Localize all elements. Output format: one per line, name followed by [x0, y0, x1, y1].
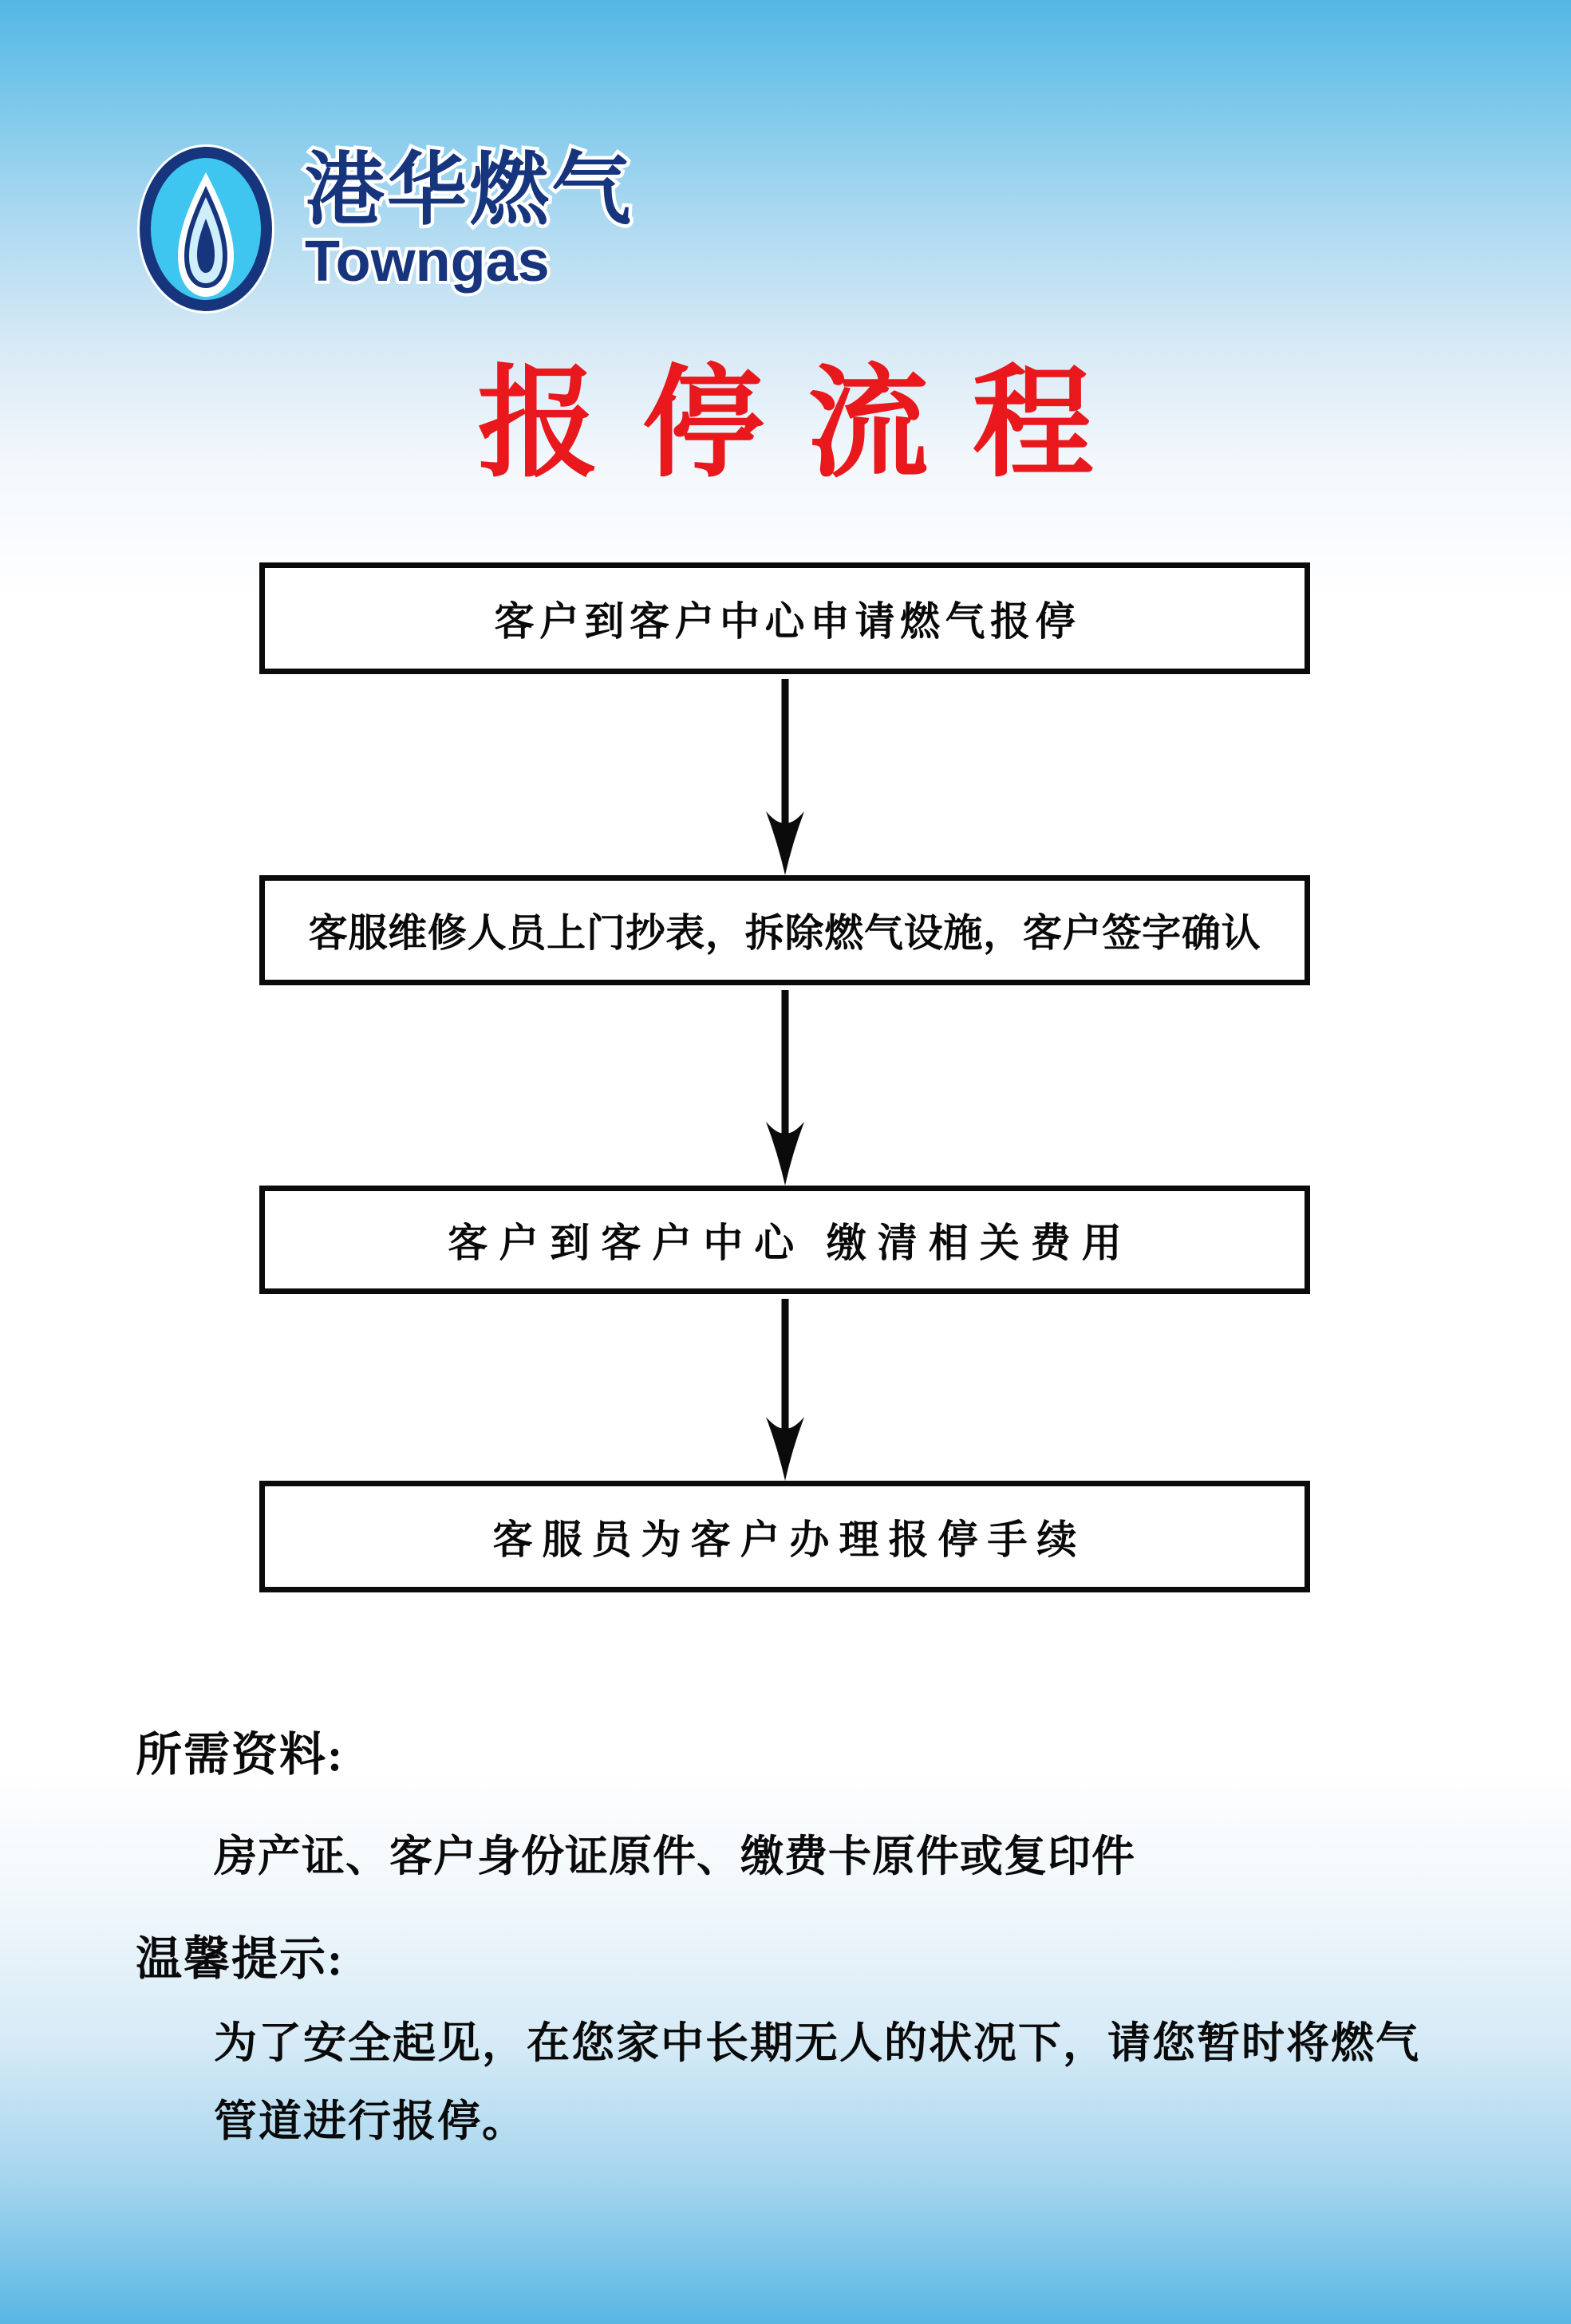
logo-chinese-text: 港华燃气 [305, 145, 634, 235]
flow-arrow-down-icon [747, 1299, 823, 1481]
flow-step-label: 客服维修人员上门抄表，拆除燃气设施，客户签字确认 [308, 911, 1261, 955]
flow-step-1 [259, 562, 1310, 674]
flow-step-label: 客服员为客户办理报停手续 [492, 1517, 1087, 1562]
flow-step-label: 客户到客户中心 缴清相关费用 [448, 1221, 1133, 1265]
required-docs-item: 房产证、客户身份证原件、缴费卡原件或复印件 [214, 1833, 1135, 1880]
flame-logo-icon [136, 144, 276, 314]
logo-english-text: Towngas [305, 230, 550, 294]
required-docs-heading: 所需资料: [136, 1729, 345, 1781]
tips-heading: 温馨提示: [136, 1933, 345, 1985]
flow-step-3 [259, 1186, 1310, 1294]
page-title: 报停流程 [477, 356, 1138, 491]
flow-arrow-down-icon [747, 990, 823, 1186]
flow-step-label: 客户到客户中心申请燃气报停 [494, 599, 1080, 644]
flow-step-4 [259, 1481, 1310, 1592]
flow-arrow-down-icon [747, 679, 823, 875]
tips-body: 为了安全起见，在您家中长期无人的状况下，请您暂时将燃气管道进行报停。 [214, 2019, 1420, 2146]
towngas-logo [0, 0, 718, 335]
flow-step-2 [259, 875, 1310, 985]
